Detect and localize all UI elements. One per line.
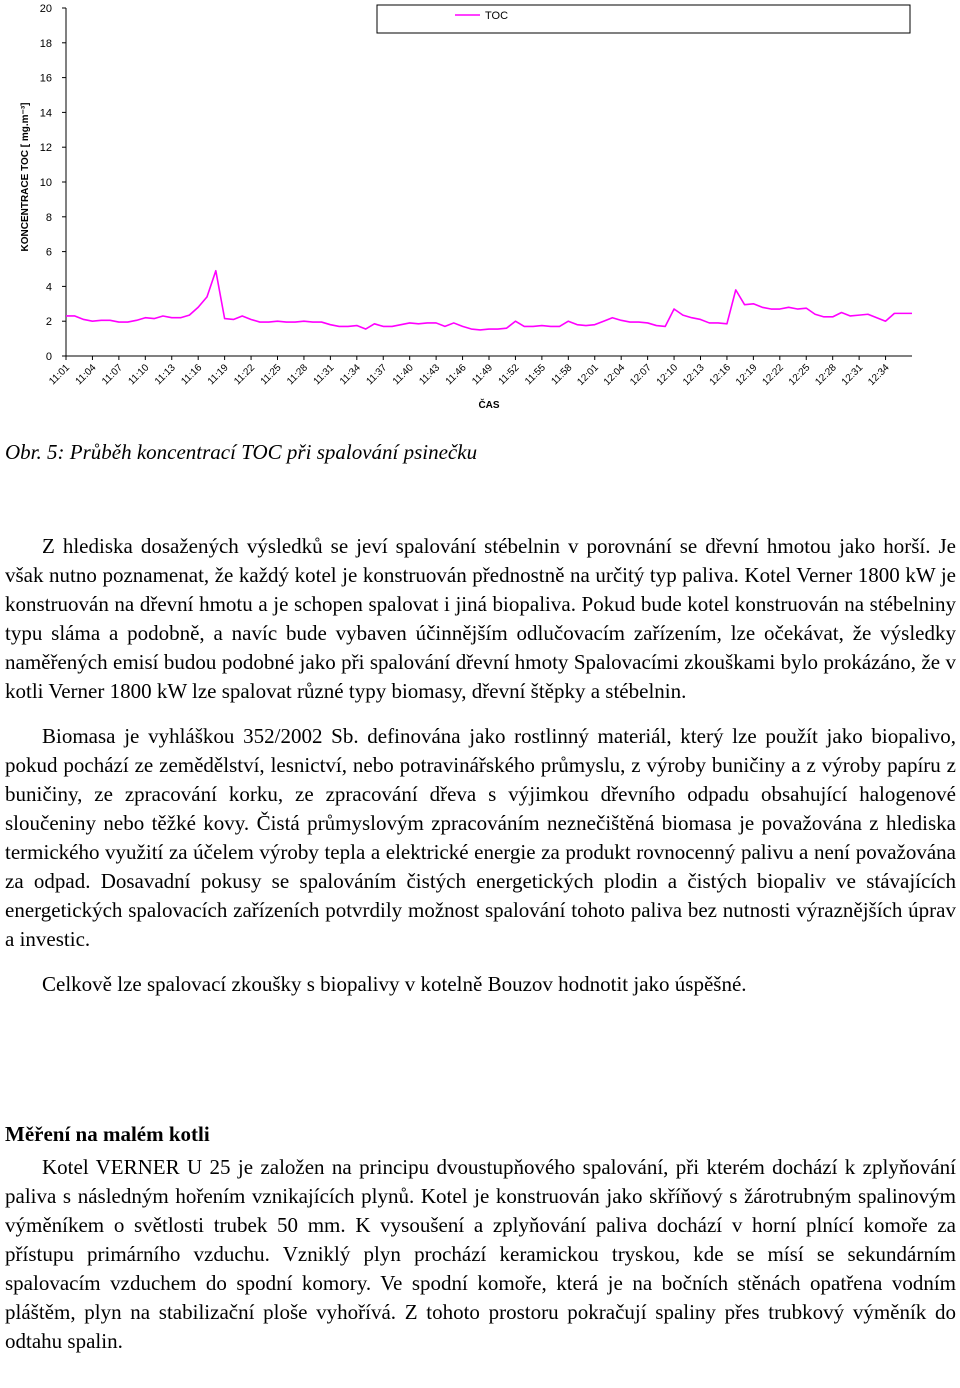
caption-text: Průběh koncentrací TOC při spalování psinečku <box>69 440 478 464</box>
x-tick-label: 12:04 <box>601 362 628 388</box>
x-tick-label: 12:07 <box>628 362 654 388</box>
x-tick-label: 12:28 <box>813 362 839 388</box>
y-tick-label: 16 <box>39 72 52 85</box>
x-tick-label: 12:34 <box>866 362 892 388</box>
x-tick-label: 11:10 <box>126 362 152 388</box>
toc-chart-svg <box>0 0 960 420</box>
y-tick-label: 4 <box>45 281 52 294</box>
legend-box <box>377 5 910 33</box>
caption-prefix: Obr. <box>5 440 42 464</box>
x-tick-label: 11:43 <box>417 362 443 388</box>
x-tick-label: 11:40 <box>390 362 416 388</box>
x-tick-label: 11:22 <box>232 362 258 388</box>
y-tick-label: 20 <box>39 3 52 15</box>
section-heading: Měření na malém kotli <box>5 1122 210 1146</box>
x-tick-label: 12:16 <box>707 362 734 388</box>
x-tick-label: 11:01 <box>47 362 73 388</box>
y-tick-label: 8 <box>45 211 52 224</box>
caption-number: 5: <box>47 440 65 464</box>
y-tick-label: 0 <box>45 351 52 363</box>
legend-label: TOC <box>485 10 509 22</box>
x-tick-label: 12:01 <box>575 362 601 388</box>
x-tick-label: 11:25 <box>258 362 284 388</box>
toc-series-line <box>66 271 912 330</box>
x-tick-label: 11:58 <box>549 362 575 388</box>
x-tick-label: 11:13 <box>152 362 178 388</box>
x-tick-label: 11:04 <box>73 362 99 388</box>
paragraph: Biomasa je vyhláškou 352/2002 Sb. definována jako rostlinný materiál, který lze použít jako biopalivo, pokud pochází ze zemědělství, lesnictví, nebo potravinářského průmyslu, z výroby buničiny a z výroby papíru z buničiny, ze zpracování korku, ze zpracování dřeva s výjimkou dřevního odpadu obsahující halogenové sloučeniny nebo těžké kovy. Čistá průmyslovým zpracováním neznečištěná biomasa je považována z hlediska termického využití za účelem výroby tepla a elektrické energie za produkt rovnocenný palivu a není považována za odpad. Dosavadní pokusy se spalováním čistých energetických plodin a čistých biopaliv ve stávajících energetických spalovacích zařízeních potvrdily možnost spalování tohoto paliva bez nutnosti výraznějších úprav a investic. <box>5 724 956 951</box>
x-tick-label: 11:55 <box>523 362 548 388</box>
paragraph: Kotel VERNER U 25 je založen na principu dvoustupňového spalování, při kterém dochází k zplyňování paliva s následným hořením vznikajících plynů. Kotel je konstruován jako skříňový s žárotrubným spalinovým výměníkem o světlosti trubek 50 mm. K vysoušení a zplyňování paliva dochází v horní plnící komoře za přístupu primárního vzduchu. Vzniklý plyn prochází keramickou tryskou, kde se mísí se sekundárním spalovacím vzduchem do spodní komory. Ve spodní komoře, která je na bočních stěnách opatřena vodním pláštěm, plyn na stabilizační ploše vyhořívá. Z tohoto prostoru pokračují spaliny přes trubkový výměník do odtahu spalin. <box>5 1155 956 1353</box>
x-tick-label: 12:31 <box>839 362 866 388</box>
paragraph: Celkově lze spalovací zkoušky s biopalivy v kotelně Bouzov hodnotit jako úspěšné. <box>42 972 747 996</box>
body-text-2 <box>5 1153 956 1356</box>
y-tick-label: 2 <box>45 316 52 329</box>
x-tick-label: 11:37 <box>364 362 390 388</box>
x-tick-label: 12:10 <box>654 362 681 388</box>
x-tick-label: 11:07 <box>100 362 125 388</box>
y-tick-label: 6 <box>45 246 52 259</box>
body-text-1 <box>5 532 956 999</box>
y-tick-label: 14 <box>39 107 52 120</box>
toc-chart <box>0 0 960 420</box>
x-tick-label: 12:22 <box>760 362 786 388</box>
y-tick-label: 18 <box>39 37 52 50</box>
x-tick-label: 12:19 <box>734 362 760 388</box>
x-tick-label: 11:52 <box>496 362 522 388</box>
x-tick-label: 12:25 <box>786 362 813 388</box>
x-tick-label: 11:46 <box>443 362 469 388</box>
x-tick-label: 11:49 <box>470 362 496 388</box>
y-axis-label: KONCENTRACE TOC [ mg.m⁻³] <box>20 102 31 252</box>
x-tick-label: 11:16 <box>179 362 205 388</box>
y-tick-label: 12 <box>39 142 52 155</box>
x-tick-label: 11:19 <box>205 362 231 388</box>
figure-caption <box>5 440 477 465</box>
x-tick-label: 11:34 <box>337 362 363 388</box>
x-tick-label: 11:28 <box>285 362 311 388</box>
paragraph: Z hlediska dosažených výsledků se jeví spalování stébelnin v porovnání se dřevní hmotou jako horší. Je však nutno poznamenat, že každý kotel je konstruován přednostně na určitý typ paliva. Kotel Verner 1800 kW je konstruován na dřevní hmotu a je schopen spalovat i jiná biopaliva. Pokud bude kotel konstruován na stébelniny typu sláma a podobně, a navíc bude vybaven účinnějším odlučovacím zařízením, lze očekávat, že výsledky naměřených emisí budou podobné jako při spalování dřevní hmoty Spalovacími zkouškami bylo prokázáno, že v kotli Verner 1800 kW lze spalovat různé typy biomasy, dřevní štěpky a stébelnin. <box>5 534 956 703</box>
x-tick-label: 12:13 <box>681 362 707 388</box>
y-tick-label: 10 <box>39 177 52 189</box>
x-tick-label: 11:31 <box>311 362 337 388</box>
x-axis-label: ČAS <box>478 400 500 411</box>
